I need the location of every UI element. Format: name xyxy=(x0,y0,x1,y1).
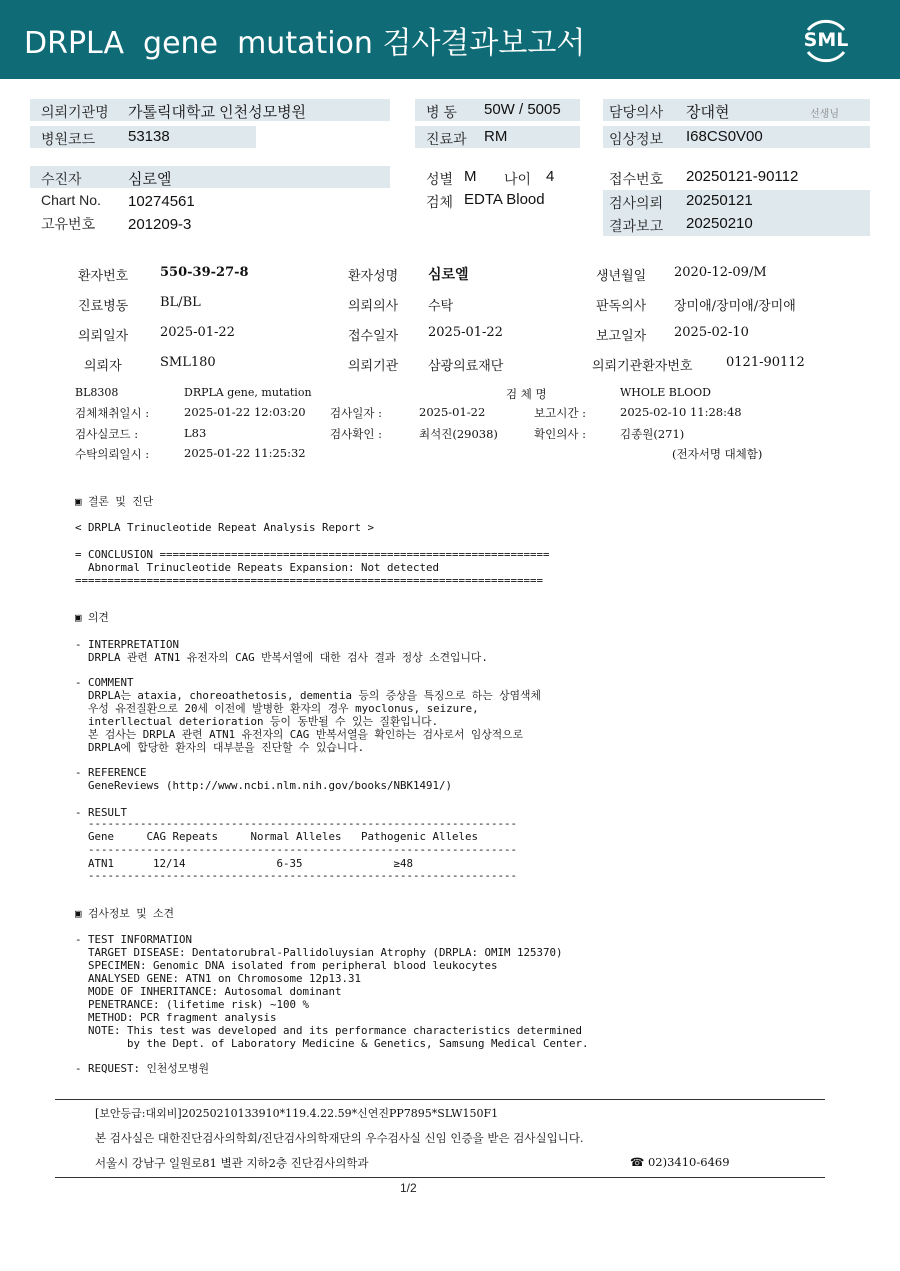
pt-dob-value: 2020-12-09/M xyxy=(674,265,767,280)
test-info-line-6: METHOD: PCR fragment analysis xyxy=(75,1011,277,1024)
phone-line: ☎ 02)3410-6469 xyxy=(630,1155,730,1169)
pt-doctor-value: 수탁 xyxy=(428,299,454,314)
address-line: 서울시 강남구 일원로81 별관 지하2층 진단검사의학과 xyxy=(95,1156,369,1170)
doctor-value: 장대현 xyxy=(686,104,730,121)
conclusion-line: = CONCLUSION ============================================================ xyxy=(75,548,550,561)
pt-rep-date-value: 2025-02-10 xyxy=(674,325,749,340)
clinical-value: I68CS0V00 xyxy=(686,128,763,145)
pt-req-inst-value: 삼광의료재단 xyxy=(428,359,504,374)
test-code: BL8308 xyxy=(75,386,119,399)
opinion-heading: ▣ 의견 xyxy=(75,611,109,624)
interp-text: DRPLA 관련 ATN1 유전자의 CAG 반복서열에 대한 검사 결과 정상 소견입니다. xyxy=(75,651,488,664)
confirm-doc-value: 김종원(271) xyxy=(620,427,685,441)
recv-no-label: 접수번호 xyxy=(609,171,664,187)
test-info-line-8: by the Dept. of Laboratory Medicine & Genetics, Samsung Medical Center. xyxy=(75,1037,589,1050)
report-subtitle: < DRPLA Trinucleotide Repeat Analysis Report > xyxy=(75,521,375,534)
interp-title: - INTERPRETATION xyxy=(75,638,180,651)
uid-label: 고유번호 xyxy=(41,216,96,232)
conclusion-heading: ▣ 결론 및 진단 xyxy=(75,495,154,508)
comment-line-4: 본 검사는 DRPLA 관련 ATN1 유전자의 CAG 반복서열을 확인하는 검사로서 임상적으로 xyxy=(75,728,524,741)
sex-value: M xyxy=(464,168,477,185)
report-value: 20250210 xyxy=(686,215,753,232)
chart-label: Chart No. xyxy=(41,192,101,208)
pt-req-date-label: 의뢰일자 xyxy=(78,329,129,344)
lab-code-value: L83 xyxy=(184,426,207,440)
reference-text: GeneReviews (http://www.ncbi.nlm.nih.gov/books/NBK1491/) xyxy=(75,779,453,792)
confirm-label: 검사확인 : xyxy=(330,427,382,441)
footer-top-rule xyxy=(55,1099,825,1100)
pt-reader-label: 판독의사 xyxy=(596,299,647,314)
dept-label: 진료과 xyxy=(426,131,467,147)
comment-line-1: DRPLA는 ataxia, choreoathetosis, dementia 등의 증상을 특징으로 하는 상염색체 xyxy=(75,689,541,702)
report-time-label: 보고시간 : xyxy=(534,406,586,420)
collect-value: 2025-01-22 12:03:20 xyxy=(184,405,306,419)
pt-requester-label: 의뢰자 xyxy=(84,359,122,374)
comment-line-5: DRPLA에 합당한 환자의 대부분을 진단할 수 있습니다. xyxy=(75,741,365,754)
age-label: 나이 xyxy=(504,171,532,187)
sml-logo xyxy=(798,12,854,68)
test-info-line-2: SPECIMEN: Genomic DNA isolated from peripheral blood leukocytes xyxy=(75,959,498,972)
inst-label: 의뢰기관명 xyxy=(41,104,109,120)
result-title: - RESULT xyxy=(75,806,128,819)
logo-text: SML xyxy=(803,29,849,51)
test-info-line-5: PENETRANCE: (lifetime risk) ~100 % xyxy=(75,998,310,1011)
comment-title: - COMMENT xyxy=(75,676,134,689)
pt-inst-pid-label: 의뢰기관환자번호 xyxy=(592,359,693,374)
recv-no-value: 20250121-90112 xyxy=(686,168,799,185)
doctor-suffix: 선생님 xyxy=(810,109,839,120)
pt-recv-date-label: 접수일자 xyxy=(348,329,399,344)
pt-dob-label: 생년월일 xyxy=(596,269,647,284)
test-date-label: 검사일자 : xyxy=(330,406,382,420)
test-specimen-label: 검 체 명 xyxy=(506,387,547,401)
test-date-value: 2025-01-22 xyxy=(419,405,486,419)
result-bottom-rule: ------------------------------------------------------------------ xyxy=(75,869,518,882)
ward-value: 50W / 5005 xyxy=(484,101,561,118)
test-info-line-1: TARGET DISEASE: Dentatorubral-Pallidoluysian Atrophy (DRPLA: OMIM 125370) xyxy=(75,946,563,959)
sex-label: 성별 xyxy=(426,171,454,187)
report-time-value: 2025-02-10 11:28:48 xyxy=(620,405,742,419)
code-value: 53138 xyxy=(128,128,170,145)
pt-rep-date-label: 보고일자 xyxy=(596,329,647,344)
outsource-value: 2025-01-22 11:25:32 xyxy=(184,446,306,460)
request-line: - REQUEST: 인천성모병원 xyxy=(75,1062,210,1075)
specimen-label: 검체 xyxy=(426,194,454,210)
comment-line-2: 우성 유전질환으로 20세 이전에 발병한 환자의 경우 myoclonus, seizure, xyxy=(75,702,479,715)
clinical-label: 임상정보 xyxy=(609,131,664,147)
test-info-line-3: ANALYSED GENE: ATN1 on Chromosome 12p13.31 xyxy=(75,972,362,985)
report-label: 결과보고 xyxy=(609,218,664,234)
result-table-header: Gene CAG Repeats Normal Alleles Pathogenic Alleles xyxy=(75,830,479,843)
reference-title: - REFERENCE xyxy=(75,766,147,779)
info-heading: ▣ 검사정보 및 소견 xyxy=(75,907,175,920)
confirm-doc-label: 확인의사 : xyxy=(534,427,586,441)
code-label: 병원코드 xyxy=(41,131,96,147)
result-mid-rule: ------------------------------------------------------------------ xyxy=(75,843,518,856)
patient-label: 수진자 xyxy=(41,171,82,187)
patient-row-bg xyxy=(30,166,390,188)
pt-no-value: 550-39-27-8 xyxy=(160,265,249,280)
test-info-line-7: NOTE: This test was developed and its performance characteristics determined xyxy=(75,1024,583,1037)
pt-name-value: 심로엘 xyxy=(428,267,469,283)
pt-name-label: 환자성명 xyxy=(348,269,399,284)
pt-doctor-label: 의뢰의사 xyxy=(348,299,399,314)
chart-value: 10274561 xyxy=(128,193,195,210)
doctor-label: 담당의사 xyxy=(609,104,664,120)
result-top-rule: ------------------------------------------------------------------ xyxy=(75,817,518,830)
confirm-value: 최석진(29038) xyxy=(419,427,498,441)
report-title: DRPLA gene mutation 검사결과보고서 xyxy=(24,26,586,61)
pt-req-date-value: 2025-01-22 xyxy=(160,325,235,340)
certification-line: 본 검사실은 대한진단검사의학회/진단검사의학재단의 우수검사실 신임 인증을 받은 검사실입니다. xyxy=(95,1131,584,1145)
pt-inst-pid-value: 0121-90112 xyxy=(726,355,805,370)
page-number: 1/2 xyxy=(400,1181,417,1195)
report-header xyxy=(0,0,900,79)
test-info-title: - TEST INFORMATION xyxy=(75,933,193,946)
result-table-row: ATN1 12/14 6-35 ≥48 xyxy=(75,857,414,870)
test-info-line-4: MODE OF INHERITANCE: Autosomal dominant xyxy=(75,985,342,998)
pt-requester-value: SML180 xyxy=(160,355,216,370)
age-value: 4 xyxy=(546,168,555,185)
pt-req-inst-label: 의뢰기관 xyxy=(348,359,399,374)
uid-value: 201209-3 xyxy=(128,216,192,233)
pt-no-label: 환자번호 xyxy=(78,269,129,284)
security-line: [보안등급:대외비]20250210133910*119.4.22.59*신연진PP7895*SLW150F1 xyxy=(95,1107,499,1120)
dept-value: RM xyxy=(484,128,508,145)
collect-label: 검체채취일시 : xyxy=(75,406,150,420)
pt-ward-label: 진료병동 xyxy=(78,299,129,314)
request-value: 20250121 xyxy=(686,192,753,209)
inst-value: 가톨릭대학교 인천성모병원 xyxy=(128,104,307,121)
patient-value: 심로엘 xyxy=(128,171,172,188)
test-specimen-value: WHOLE BLOOD xyxy=(620,386,711,399)
ward-label: 병 동 xyxy=(426,104,457,120)
footer-bottom-rule xyxy=(55,1177,825,1178)
conclusion-text: Abnormal Trinucleotide Repeats Expansion: Not detected xyxy=(75,561,440,574)
conclusion-end-line: ======================================================================== xyxy=(75,574,544,587)
pt-reader-value: 장미애/장미애/장미애 xyxy=(674,299,796,314)
esign-note: (전자서명 대체함) xyxy=(672,447,763,461)
comment-line-3: interllectual deterioration 등이 동반될 수 있는 질환입니다. xyxy=(75,715,439,728)
pt-ward-value: BL/BL xyxy=(160,295,201,310)
lab-code-label: 검사실코드 : xyxy=(75,427,139,441)
outsource-label: 수탁의뢰일시 : xyxy=(75,447,150,461)
specimen-value: EDTA Blood xyxy=(464,191,545,208)
test-name: DRPLA gene, mutation xyxy=(184,386,312,399)
request-label: 검사의뢰 xyxy=(609,195,664,211)
pt-recv-date-value: 2025-01-22 xyxy=(428,325,503,340)
